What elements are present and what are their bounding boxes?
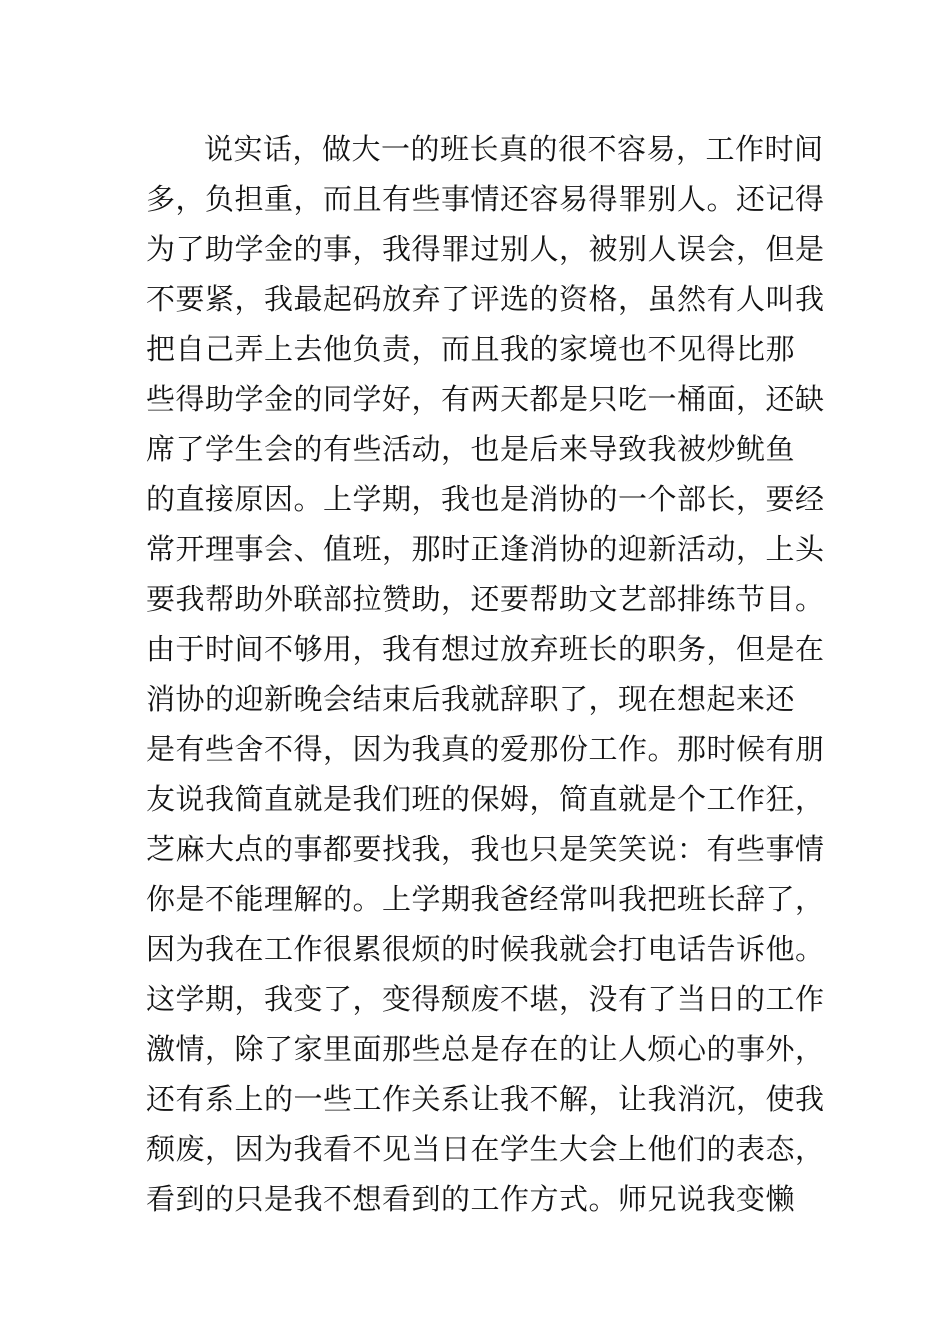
text-line: 这学期，我变了，变得颓废不堪，没有了当日的工作 — [146, 982, 825, 1016]
text-line: 的直接原因。上学期，我也是消协的一个部长，要经 — [146, 482, 825, 516]
text-line: 消协的迎新晚会结束后我就辞职了，现在想起来还 — [146, 682, 796, 716]
text-line: 看到的只是我不想看到的工作方式。师兄说我变懒 — [146, 1182, 796, 1216]
text-line: 为了助学金的事，我得罪过别人，被别人误会，但是 — [146, 232, 825, 266]
text-line: 颓废，因为我看不见当日在学生大会上他们的表态， — [146, 1132, 825, 1166]
text-line: 说实话，做大一的班长真的很不容易，工作时间 — [204, 132, 824, 166]
text-line: 席了学生会的有些活动，也是后来导致我被炒鱿鱼 — [146, 432, 796, 466]
text-line: 还有系上的一些工作关系让我不解，让我消沉，使我 — [146, 1082, 825, 1116]
text-line: 是有些舍不得，因为我真的爱那份工作。那时候有朋 — [146, 732, 825, 766]
text-line: 些得助学金的同学好，有两天都是只吃一桶面，还缺 — [146, 382, 825, 416]
text-line: 由于时间不够用，我有想过放弃班长的职务，但是在 — [146, 632, 825, 666]
text-line: 你是不能理解的。上学期我爸经常叫我把班长辞了， — [146, 882, 825, 916]
text-line: 多，负担重，而且有些事情还容易得罪别人。还记得 — [146, 182, 825, 216]
text-line: 因为我在工作很累很烦的时候我就会打电话告诉他。 — [146, 932, 825, 966]
text-line: 要我帮助外联部拉赞助，还要帮助文艺部排练节目。 — [146, 582, 825, 616]
text-line: 激情，除了家里面那些总是存在的让人烦心的事外， — [146, 1032, 825, 1066]
text-line: 友说我简直就是我们班的保姆，简直就是个工作狂， — [146, 782, 825, 816]
text-line: 不要紧，我最起码放弃了评选的资格，虽然有人叫我 — [146, 282, 825, 316]
text-line: 芝麻大点的事都要找我，我也只是笑笑说：有些事情 — [146, 832, 825, 866]
text-line: 把自己弄上去他负责，而且我的家境也不见得比那 — [146, 332, 796, 366]
text-line: 常开理事会、值班，那时正逢消协的迎新活动，上头 — [146, 532, 825, 566]
